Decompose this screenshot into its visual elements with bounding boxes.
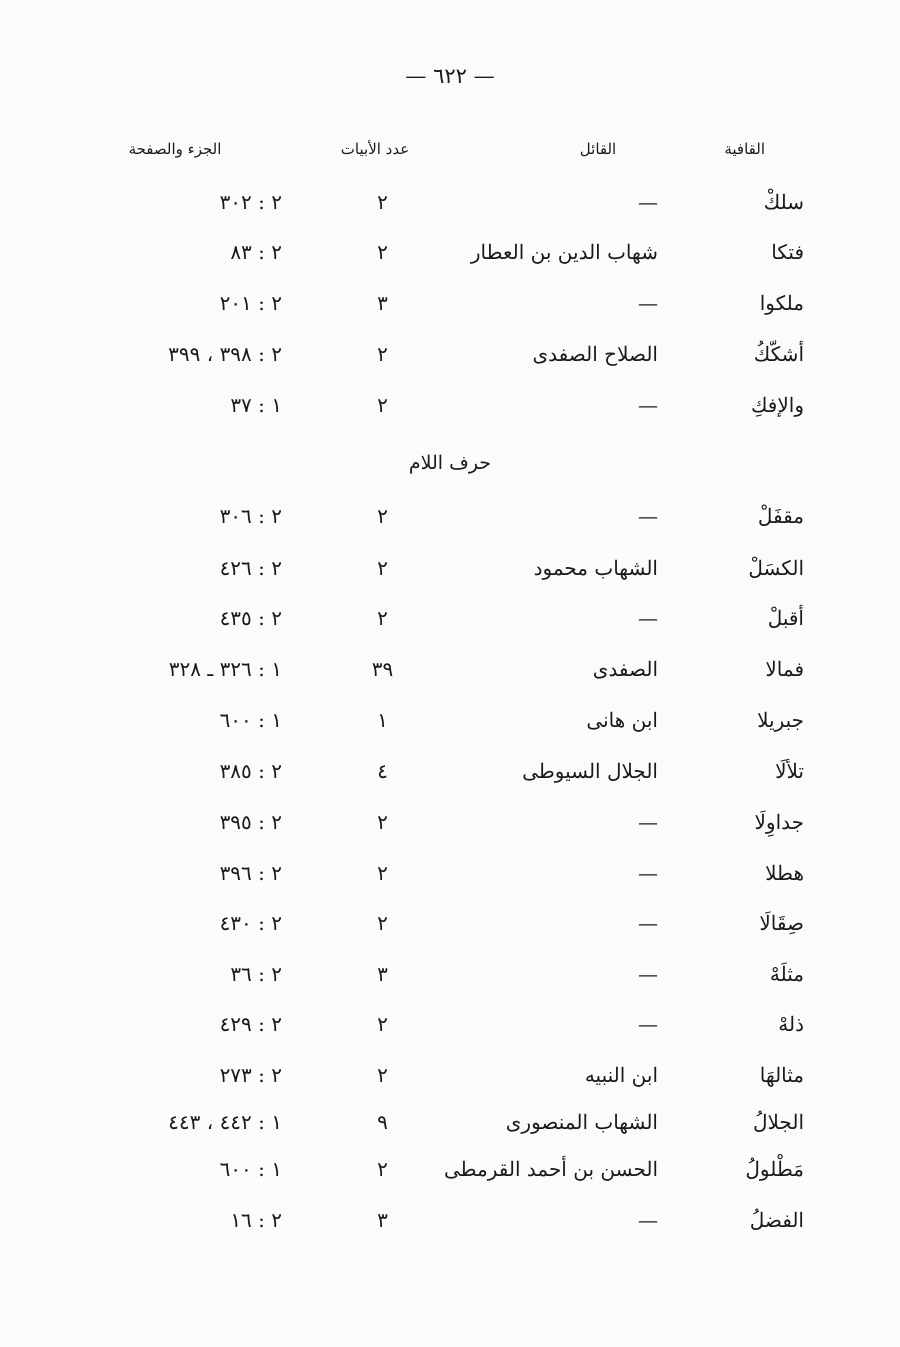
page-number: — ٦٢٢ — (405, 64, 495, 88)
qafiya-cell: فمالا (765, 657, 804, 681)
qail-cell: — (638, 504, 658, 528)
abyat-cell: ٩ (377, 1110, 388, 1134)
abyat-cell: ٣ (377, 291, 388, 315)
qail-cell: الصفدى (592, 657, 658, 681)
table-row (0, 759, 900, 799)
qail-cell: الصلاح الصفدى (532, 342, 658, 366)
ref-cell: ٢ : ٣٠٦ (219, 504, 282, 528)
abyat-cell: ٢ (377, 1063, 388, 1087)
qafiya-cell: أشكّكُ (753, 342, 804, 366)
ref-cell: ٢ : ٢٠١ (219, 291, 282, 315)
table-row (0, 1012, 900, 1052)
qail-cell: — (638, 1208, 658, 1232)
abyat-cell: ٢ (377, 606, 388, 630)
qafiya-cell: والإفكِ (750, 393, 804, 417)
ref-cell: ٢ : ٣٩٦ (219, 861, 282, 885)
qafiya-cell: مقفَلْ (757, 504, 804, 528)
abyat-cell: ٢ (377, 861, 388, 885)
qafiya-cell: مثالهَا (759, 1063, 804, 1087)
ref-cell: ٢ : ٤٢٩ (219, 1012, 282, 1036)
qail-cell: — (638, 810, 658, 834)
table-row (0, 1063, 900, 1103)
qafiya-cell: مثلَهْ (769, 962, 804, 986)
qafiya-cell: ملكوا (759, 291, 804, 315)
qafiya-cell: الفضلُ (749, 1208, 804, 1232)
abyat-cell: ٢ (377, 393, 388, 417)
ref-cell: ٢ : ٤٢٦ (219, 556, 282, 580)
qafiya-cell: جبريلا (757, 708, 804, 732)
table-row (0, 291, 900, 331)
ref-cell: ٢ : ٣٦ (230, 962, 282, 986)
table-row (0, 1208, 900, 1248)
abyat-cell: ٢ (377, 342, 388, 366)
abyat-cell: ٢ (377, 190, 388, 214)
ref-cell: ٢ : ٣٩٨ ، ٣٩٩ (168, 342, 282, 366)
table-row (0, 606, 900, 646)
qail-cell: ابن هانى (586, 708, 658, 732)
abyat-cell: ٢ (377, 240, 388, 264)
abyat-cell: ٢ (377, 504, 388, 528)
abyat-cell: ٤ (377, 759, 388, 783)
ref-cell: ١ : ٣٢٦ ـ ٣٢٨ (168, 657, 282, 681)
ref-cell: ٢ : ٤٣٥ (219, 606, 282, 630)
qail-cell: — (638, 861, 658, 885)
table-row (0, 504, 900, 544)
qafiya-cell: فتكا (771, 240, 804, 264)
ref-cell: ٢ : ١٦ (230, 1208, 282, 1232)
qail-cell: — (638, 911, 658, 935)
table-row (0, 708, 900, 748)
qafiya-cell: هطلا (765, 861, 804, 885)
qail-cell: شهاب الدين بن العطار (470, 240, 658, 264)
abyat-cell: ١ (377, 708, 388, 732)
qail-cell: — (638, 962, 658, 986)
qail-cell: الشهاب المنصورى (505, 1110, 658, 1134)
ref-cell: ٢ : ٣٨٥ (219, 759, 282, 783)
ref-cell: ٢ : ٣٠٢ (219, 190, 282, 214)
ref-cell: ١ : ٣٧ (230, 393, 282, 417)
ref-cell: ٢ : ٢٧٣ (219, 1063, 282, 1087)
qafiya-cell: صِقَالَا (759, 911, 804, 935)
header-abyat: عدد الأبيات (340, 140, 410, 158)
ref-cell: ١ : ٤٤٢ ، ٤٤٣ (168, 1110, 282, 1134)
abyat-cell: ٣٩ (371, 657, 394, 681)
table-row (0, 861, 900, 901)
qafiya-cell: أقبلْ (767, 606, 804, 630)
table-row (0, 1157, 900, 1197)
qafiya-cell: ذلهْ (778, 1012, 804, 1036)
table-row (0, 911, 900, 951)
ref-cell: ٢ : ٤٣٠ (219, 911, 282, 935)
header-qafiya: القافية (724, 140, 765, 158)
abyat-cell: ٢ (377, 556, 388, 580)
qafiya-cell: سلكْ (763, 190, 804, 214)
abyat-cell: ٣ (377, 1208, 388, 1232)
abyat-cell: ٢ (377, 1157, 388, 1181)
abyat-cell: ٣ (377, 962, 388, 986)
abyat-cell: ٢ (377, 810, 388, 834)
qafiya-cell: جداوِلَا (754, 810, 804, 834)
ref-cell: ٢ : ٣٩٥ (219, 810, 282, 834)
ref-cell: ٢ : ٨٣ (230, 240, 282, 264)
header-juz-page: الجزء والصفحة (128, 140, 222, 158)
qafiya-cell: الجلالُ (752, 1110, 804, 1134)
abyat-cell: ٢ (377, 911, 388, 935)
ref-cell: ١ : ٦٠٠ (219, 1157, 282, 1181)
qail-cell: الحسن بن أحمد القرمطى (443, 1157, 658, 1181)
table-row (0, 556, 900, 596)
table-row (0, 240, 900, 280)
table-row (0, 393, 900, 433)
qafiya-cell: الكسَلْ (748, 556, 804, 580)
ref-cell: ١ : ٦٠٠ (219, 708, 282, 732)
qail-cell: الجلال السيوطى (522, 759, 658, 783)
qail-cell: — (638, 606, 658, 630)
table-row (0, 962, 900, 1002)
qail-cell: — (638, 393, 658, 417)
table-row (0, 190, 900, 230)
section-title: حرف اللام (408, 452, 492, 474)
table-row (0, 657, 900, 697)
qafiya-cell: تلألَا (775, 759, 804, 783)
table-row (0, 1110, 900, 1150)
qafiya-cell: مَطْلولُ (745, 1157, 804, 1181)
qail-cell: — (638, 291, 658, 315)
qail-cell: ابن النبيه (584, 1063, 658, 1087)
qail-cell: — (638, 190, 658, 214)
table-row (0, 810, 900, 850)
table-row (0, 342, 900, 382)
header-qail: القائل (579, 140, 617, 158)
abyat-cell: ٢ (377, 1012, 388, 1036)
qail-cell: الشهاب محمود (533, 556, 658, 580)
qail-cell: — (638, 1012, 658, 1036)
